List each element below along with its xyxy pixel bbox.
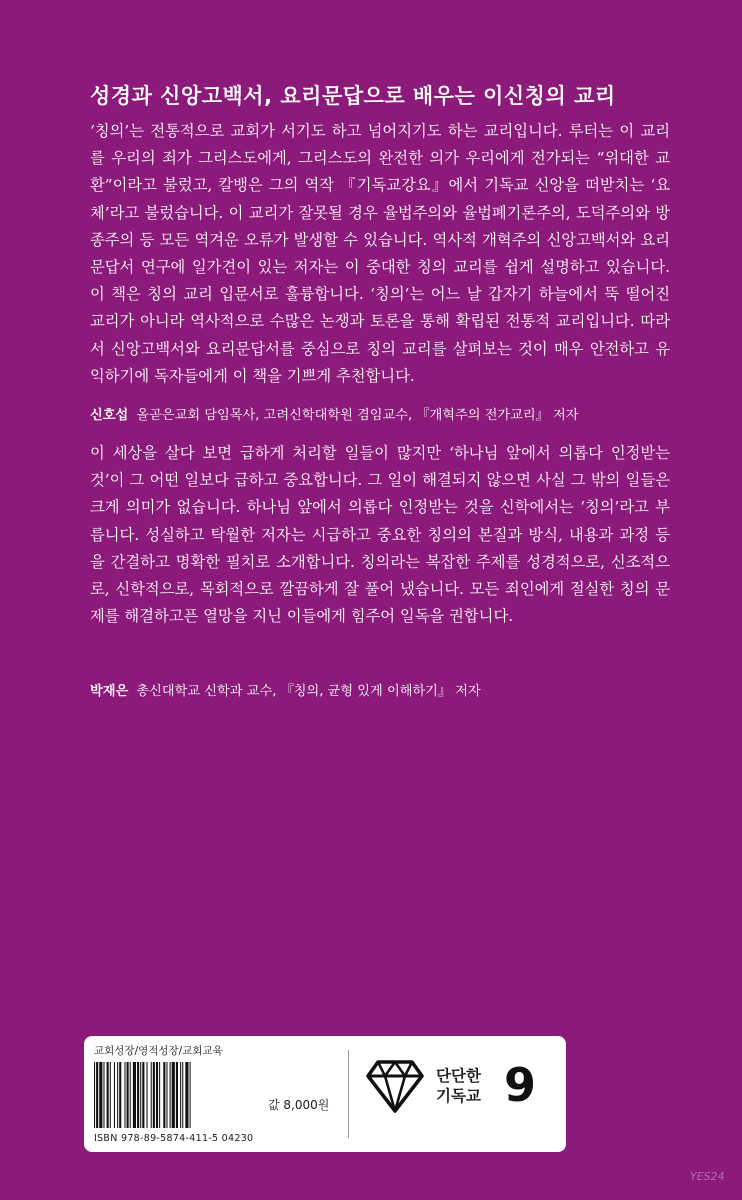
endorsement-2-text: 이 세상을 살다 보면 급하게 처리할 일들이 많지만 ‘하나님 앞에서 의롭다 인정받는 것’이 그 어떤 일보다 급하고 중요합니다. 그 일이 해결되지 않으면 사실 그 밖의 일들은 크게 의미가 없습니다. 하나님 앞에서 의롭다 인정받는 것을 신학에서는 ‘칭의’라고 부릅니다. 성실하고 탁월한 저자는 시급하고 중요한 칭의의 본질과 방식, 내용과 과정 등을 간결하고 명확한 필치로 소개합니다. 칭의라는 복잡한 주제를 성경적으로, 신조적으로, 신학적으로, 목회적으로 깔끔하게 잘 풀어 냈습니다. 모든 죄인에게 절실한 칭의 문제를 해결하고픈 열망을 지닌 이들에게 힘주어 일독을 권합니다. <box>90 444 670 626</box>
endorsement-1-attribution <box>90 404 690 423</box>
barcode <box>94 1062 258 1128</box>
series-number: 9 <box>504 1058 537 1112</box>
endorsement-1-author: 신호섭 <box>90 408 129 423</box>
divider <box>348 1050 349 1138</box>
series-name: 단단한 기독교 <box>436 1067 481 1105</box>
endorsement-1-text: ‘칭의’는 전통적으로 교회가 서기도 하고 넘어지기도 하는 교리입니다. 루터는 이 교리를 우리의 죄가 그리스도에게, 그리스도의 완전한 의가 우리에게 전가되는 “위대한 교환”이라고 불렀고, 칼뱅은 그의 역작 『기독교강요』에서 기독교 신앙을 떠받치는 ‘요체’라고 불렀습니다. 이 교리가 잘못될 경우 율법주의와 율법폐기론주의, 도덕주의와 방종주의 등 모든 역겨운 오류가 발생할 수 있습니다. 역사적 개혁주의 신앙고백서와 요리문답서 연구에 일가견이 있는 저자는 이 중대한 칭의 교리를 쉽게 설명하고 있습니다. 이 책은 칭의 교리 입문서로 훌륭합니다. ‘칭의’는 어느 날 갑자기 하늘에서 뚝 떨어진 교리가 아니라 역사적으로 수많은 논쟁과 토론을 통해 확립된 전통적 교리입니다. 따라서 신앙고백서와 요리문답서를 중심으로 칭의 교리를 살펴보는 것이 매우 안전하고 유익하기에 독자들에게 이 책을 기쁘게 추천합니다. <box>90 122 670 385</box>
diamond-logo-icon <box>366 1058 424 1114</box>
endorsement-2-attribution <box>90 680 690 699</box>
endorsement-1-author-info: 올곧은교회 담임목사, 고려신학대학원 겸임교수, 『개혁주의 전가교리』 저자 <box>136 408 579 423</box>
book-subtitle-heading: 성경과 신앙고백서, 요리문답으로 배우는 이신칭의 교리 <box>90 84 616 108</box>
book-info-box <box>84 1036 566 1152</box>
watermark: YES24 <box>690 1170 725 1183</box>
endorsement-2-author: 박재은 <box>90 684 129 699</box>
price-label: 값 8,000원 <box>268 1098 330 1112</box>
endorsement-2-author-info: 총신대학교 신학과 교수, 『칭의, 균형 있게 이해하기』 저자 <box>136 684 481 699</box>
isbn-label: ISBN 978-89-5874-411-5 04230 <box>94 1133 254 1144</box>
category-label: 교회성장/영적성장/교회교육 <box>94 1045 223 1057</box>
